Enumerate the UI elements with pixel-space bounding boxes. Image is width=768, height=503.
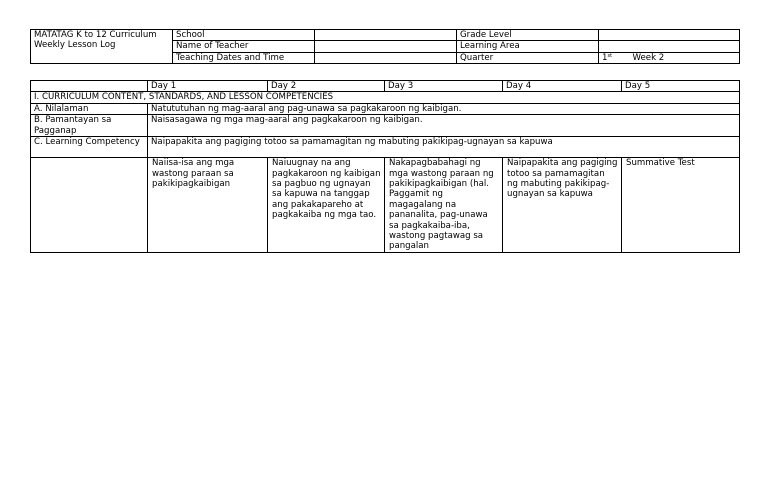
nilalaman-value: Natututuhan ng mag-aaral ang pag-unawa sa pagkakaroon ng kaibigan. bbox=[148, 103, 740, 114]
quarter-label: Quarter bbox=[457, 52, 599, 63]
competency-label: C. Learning Competency bbox=[31, 137, 148, 158]
day-5-objective: Summative Test bbox=[622, 158, 740, 253]
title-line-2: Weekly Lesson Log bbox=[34, 40, 116, 51]
competency-value: Naipapakita ang pagiging totoo sa pamamagitan ng mabuting pakikipag-ugnayan sa kapuwa bbox=[148, 137, 740, 158]
day-4-objective: Naipapakita ang pagiging totoo sa pamamagitan ng mabuting pakikipag-ugnayan sa kapuwa bbox=[503, 158, 622, 253]
day-4-header: Day 4 bbox=[503, 81, 622, 92]
grade-level-value[interactable] bbox=[599, 30, 740, 41]
school-label: School bbox=[173, 30, 315, 41]
day-1-header: Day 1 bbox=[148, 81, 268, 92]
nilalaman-label: A. Nilalaman bbox=[31, 103, 148, 114]
day-1-objective: Naiisa-isa ang mga wastong paraan sa pakikipagkaibigan bbox=[148, 158, 268, 253]
week-value: Week 2 bbox=[632, 52, 665, 63]
log-title bbox=[31, 30, 173, 64]
dates-label: Teaching Dates and Time bbox=[173, 52, 315, 63]
learning-area-label: Learning Area bbox=[457, 41, 599, 52]
day-2-header: Day 2 bbox=[268, 81, 385, 92]
day-2-objective: Naiuugnay na ang pagkakaroon ng kaibigan sa pagbuo ng ugnayan sa kapuwa na tanggap ang pakakapareho at pagkakaiba ng mga tao. bbox=[268, 158, 385, 253]
pamantayan-label: B. Pamantayan sa Pagganap bbox=[31, 115, 148, 137]
quarter-suffix: st bbox=[607, 52, 613, 59]
lesson-table bbox=[30, 80, 740, 253]
teacher-label: Name of Teacher bbox=[173, 41, 315, 52]
pamantayan-value: Naisasagawa ng mga mag-aaral ang pagkakaroon ng kaibigan. bbox=[148, 115, 740, 137]
quarter-value[interactable] bbox=[599, 52, 740, 63]
day-3-objective: Nakapagbabahagi ng mga wastong paraan ng pakikipagkaibigan (hal. Paggamit ng magagalang na pananalita, pag-unawa sa pagkakaiba-iba, wastong pagtawag sa pangalan bbox=[385, 158, 503, 253]
grade-level-label: Grade Level bbox=[457, 30, 599, 41]
title-line-1: MATATAG K to 12 Curriculum bbox=[34, 30, 157, 40]
day-5-header: Day 5 bbox=[622, 81, 740, 92]
teacher-value[interactable] bbox=[315, 41, 457, 52]
day-3-header: Day 3 bbox=[385, 81, 503, 92]
learning-area-value[interactable] bbox=[599, 41, 740, 52]
objectives-label-cell bbox=[31, 158, 148, 253]
corner-cell bbox=[31, 81, 148, 92]
school-value[interactable] bbox=[315, 30, 457, 41]
section-heading: I. CURRICULUM CONTENT, STANDARDS, AND LESSON COMPETENCIES bbox=[31, 92, 740, 103]
header-table bbox=[30, 29, 740, 64]
dates-value[interactable] bbox=[315, 52, 457, 63]
quarter-number: 1 bbox=[602, 52, 608, 63]
